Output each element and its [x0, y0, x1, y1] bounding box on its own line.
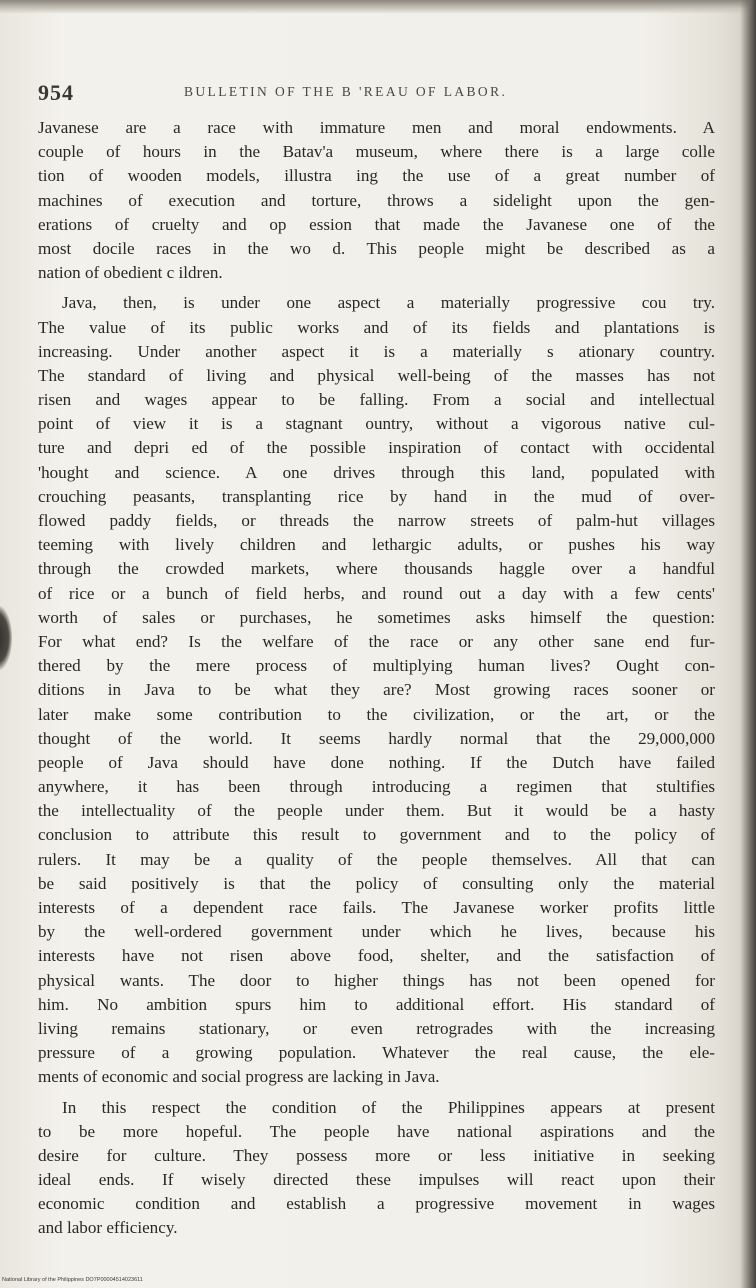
text-line: most docile races in the wo d. This people might be described as a — [38, 238, 715, 258]
text-line: by the well-ordered government under which he lives, because his — [38, 922, 715, 942]
body-text — [38, 116, 715, 1241]
text-line: teeming with lively children and lethargic adults, or pushes his way — [38, 535, 715, 555]
text-line: increasing. Under another aspect it is a materially s ationary country. — [38, 341, 715, 361]
text-line: through the crowded markets, where thousands haggle over a handful — [38, 559, 715, 579]
text-line: thought of the world. It seems hardly normal that the 29,000,000 — [38, 728, 715, 748]
text-line: Java, then, is under one aspect a materially progressive cou try. — [62, 293, 715, 313]
scan-footer-credit: National Library of the Philippines DO7P00004514023611 — [2, 1277, 143, 1283]
text-line: nation of obedient c ildren. — [38, 263, 223, 283]
text-line: interests of a dependent race fails. The Javanese worker profits little — [38, 898, 715, 917]
text-line: machines of execution and torture, throws a sidelight upon the gen- — [38, 190, 715, 210]
paragraph-2 — [38, 291, 715, 1089]
paragraph-1 — [38, 116, 715, 285]
paragraph-3 — [38, 1096, 715, 1241]
text-line: couple of hours in the Batav'a museum, where there is a large colle — [38, 142, 715, 162]
text-line: rulers. It may be a quality of the people themselves. All that can — [38, 849, 715, 869]
text-line: In this respect the condition of the Philippines appears at present — [62, 1097, 715, 1117]
text-line: to be more hopeful. The people have national aspirations and the — [38, 1121, 715, 1141]
page-number: 954 — [38, 80, 74, 105]
text-line: desire for culture. They possess more or less initiative in seeking — [38, 1145, 715, 1165]
text-line: 'hought and science. A one drives through this land, populated with — [38, 462, 715, 482]
text-line: later make some contribution to the civilization, or the art, or the — [38, 704, 715, 724]
text-line: anywhere, it has been through introducing a regimen that stultifies — [38, 777, 715, 797]
text-line: interests have not risen above food, shelter, and the satisfaction of — [38, 946, 715, 966]
text-line: risen and wages appear to be falling. From a social and intellectual — [38, 390, 715, 410]
text-line: him. No ambition spurs him to additional effort. His standard of — [38, 994, 715, 1014]
text-line: people of Java should have done nothing. If the Dutch have failed — [38, 752, 715, 772]
text-line: The value of its public works and of its fields and plantations is — [38, 317, 715, 337]
running-head: BULLETIN OF THE B 'REAU OF LABOR. — [184, 84, 508, 99]
text-line: the intellectuality of the people under them. But it would be a hasty — [38, 801, 715, 821]
page-right-edge — [740, 0, 756, 1288]
text-line: erations of cruelty and op ession that made the Javanese one of the — [38, 214, 715, 234]
text-line: worth of sales or purchases, he sometimes asks himself the question: — [38, 607, 715, 627]
text-line: conclusion to attribute this result to government and to the policy of — [38, 825, 715, 845]
text-line: of rice or a bunch of field herbs, and round out a day with a few cents' — [38, 583, 715, 603]
text-line: pressure of a growing population. Whatever the real cause, the ele- — [38, 1043, 715, 1063]
text-line: physical wants. The door to higher things has not been opened for — [38, 970, 715, 990]
text-line: ments of economic and social progress are lacking in Java. — [38, 1067, 440, 1087]
text-line: crouching peasants, transplanting rice by hand in the mud of over- — [38, 486, 715, 506]
text-line: ditions in Java to be what they are? Most growing races sooner or — [38, 680, 715, 700]
text-line: point of view it is a stagnant ountry, without a vigorous native cul- — [38, 414, 715, 434]
text-line: The standard of living and physical well-being of the masses has not — [38, 365, 715, 385]
binding-hole-mark — [0, 606, 12, 670]
top-page-shadow — [0, 0, 756, 14]
text-line: tion of wooden models, illustra ing the use of a great number of — [38, 166, 715, 186]
text-line: For what end? Is the welfare of the race or any other sane end fur- — [38, 631, 715, 651]
text-line: living remains stationary, or even retrogrades with the increasing — [38, 1018, 715, 1038]
text-line: economic condition and establish a progressive movement in wages — [38, 1194, 715, 1214]
text-line: Javanese are a race with immature men and moral endowments. A — [38, 118, 715, 137]
page-header — [38, 80, 718, 106]
text-line: be said positively is that the policy of consulting only the material — [38, 873, 715, 893]
text-line: ture and depri ed of the possible inspiration of contact with occidental — [38, 438, 715, 458]
text-line: and labor efficiency. — [38, 1218, 178, 1238]
text-line: ideal ends. If wisely directed these impulses will react upon their — [38, 1170, 715, 1190]
text-line: flowed paddy fields, or threads the narrow streets of palm-hut villages — [38, 511, 715, 530]
text-line: thered by the mere process of multiplying human lives? Ought con- — [38, 656, 715, 676]
